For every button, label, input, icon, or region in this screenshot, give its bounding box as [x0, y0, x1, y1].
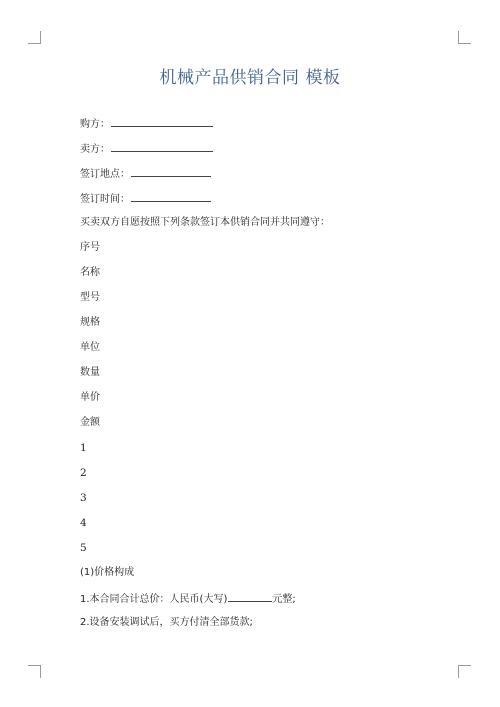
- table-header-item: 数量: [80, 367, 100, 378]
- clause-total-price-blank: [228, 591, 272, 602]
- intro-text: 买卖双方自愿按照下列条款签订本供销合同并共同遵守：: [80, 217, 330, 228]
- field-buyer-blank: [111, 116, 213, 127]
- crop-mark-top-left: [28, 31, 41, 44]
- document-title: 机械产品供销合同 模板: [159, 68, 341, 88]
- field-date-label: 签订时间：: [80, 194, 130, 205]
- field-date: [80, 191, 211, 207]
- table-header-item: 名称: [80, 267, 100, 278]
- table-row-number: 1: [80, 442, 87, 454]
- table-header-item: 型号: [80, 292, 100, 303]
- table-row-number: 4: [80, 517, 87, 529]
- field-date-blank: [131, 191, 211, 202]
- field-buyer: [80, 116, 213, 132]
- field-location: [80, 166, 211, 182]
- field-location-blank: [131, 166, 211, 177]
- table-header-item: 金额: [80, 417, 100, 428]
- clause-total-price-suffix: 元整;: [272, 594, 296, 605]
- field-location-label: 签订地点：: [80, 169, 130, 180]
- clause-total-price-prefix: 1.本合同合计总价：人民币(大写): [80, 594, 228, 605]
- field-buyer-label: 购方：: [80, 119, 110, 130]
- crop-mark-top-right: [458, 31, 471, 44]
- field-seller: [80, 141, 213, 157]
- table-header-item: 规格: [80, 317, 100, 328]
- table-row-number: 2: [80, 467, 87, 479]
- section-price-heading: (1)价格构成: [80, 567, 135, 578]
- crop-mark-bottom-right: [458, 665, 471, 678]
- clause-total-price: [80, 591, 296, 607]
- crop-mark-bottom-left: [28, 665, 41, 678]
- table-header-item: 序号: [80, 242, 100, 253]
- clause-payment: 2.设备安装调试后，买方付清全部货款;: [80, 617, 253, 628]
- table-row-number: 3: [80, 492, 87, 504]
- field-seller-blank: [111, 141, 213, 152]
- field-seller-label: 卖方：: [80, 144, 110, 155]
- table-header-item: 单价: [80, 392, 100, 403]
- table-header-item: 单位: [80, 342, 100, 353]
- table-row-number: 5: [80, 542, 87, 554]
